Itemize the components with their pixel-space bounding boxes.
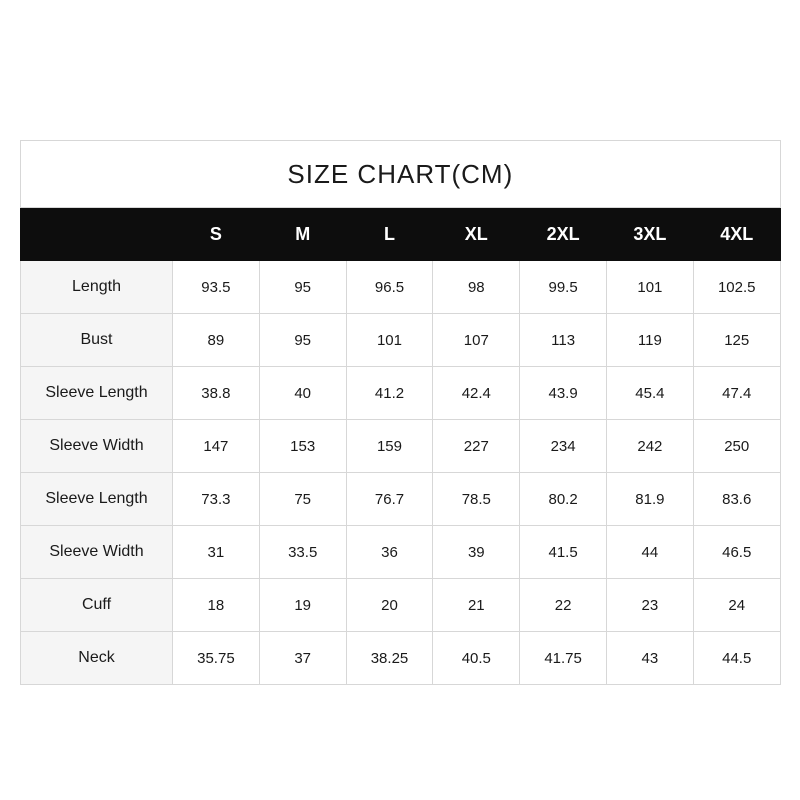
table-cell: 22: [520, 579, 607, 632]
row-label: Length: [21, 261, 173, 314]
header-size-3xl: 3XL: [606, 208, 693, 261]
size-header-row: [21, 208, 781, 261]
table-cell: 75: [259, 473, 346, 526]
title-row: [21, 141, 781, 208]
row-label: Neck: [21, 632, 173, 685]
table-cell: 81.9: [606, 473, 693, 526]
table-cell: 101: [606, 261, 693, 314]
table-cell: 153: [259, 420, 346, 473]
row-label: Sleeve Width: [21, 420, 173, 473]
table-cell: 80.2: [520, 473, 607, 526]
table-cell: 234: [520, 420, 607, 473]
table-row: [21, 526, 781, 579]
table-cell: 93.5: [173, 261, 260, 314]
table-cell: 98: [433, 261, 520, 314]
table-cell: 31: [173, 526, 260, 579]
header-size-m: M: [259, 208, 346, 261]
table-cell: 47.4: [693, 367, 780, 420]
row-label: Bust: [21, 314, 173, 367]
table-cell: 107: [433, 314, 520, 367]
table-cell: 35.75: [173, 632, 260, 685]
header-size-l: L: [346, 208, 433, 261]
table-cell: 39: [433, 526, 520, 579]
table-cell: 45.4: [606, 367, 693, 420]
table-row: [21, 473, 781, 526]
header-corner-cell: [21, 208, 173, 261]
table-cell: 99.5: [520, 261, 607, 314]
table-row: [21, 579, 781, 632]
size-chart-table: [20, 140, 781, 685]
table-cell: 250: [693, 420, 780, 473]
table-cell: 96.5: [346, 261, 433, 314]
table-cell: 41.2: [346, 367, 433, 420]
header-size-xl: XL: [433, 208, 520, 261]
table-cell: 147: [173, 420, 260, 473]
table-cell: 19: [259, 579, 346, 632]
table-cell: 40: [259, 367, 346, 420]
table-cell: 95: [259, 314, 346, 367]
table-cell: 227: [433, 420, 520, 473]
table-cell: 125: [693, 314, 780, 367]
table-cell: 102.5: [693, 261, 780, 314]
table-cell: 38.25: [346, 632, 433, 685]
table-cell: 242: [606, 420, 693, 473]
table-cell: 76.7: [346, 473, 433, 526]
table-cell: 46.5: [693, 526, 780, 579]
row-label: Cuff: [21, 579, 173, 632]
table-cell: 73.3: [173, 473, 260, 526]
table-row: [21, 261, 781, 314]
table-row: [21, 367, 781, 420]
row-label: Sleeve Length: [21, 473, 173, 526]
table-cell: 101: [346, 314, 433, 367]
row-label: Sleeve Width: [21, 526, 173, 579]
table-cell: 78.5: [433, 473, 520, 526]
table-cell: 23: [606, 579, 693, 632]
table-cell: 41.5: [520, 526, 607, 579]
header-size-2xl: 2XL: [520, 208, 607, 261]
table-cell: 159: [346, 420, 433, 473]
table-cell: 89: [173, 314, 260, 367]
size-chart-container: [20, 140, 780, 685]
header-size-4xl: 4XL: [693, 208, 780, 261]
table-cell: 20: [346, 579, 433, 632]
table-cell: 37: [259, 632, 346, 685]
table-row: [21, 632, 781, 685]
table-cell: 113: [520, 314, 607, 367]
table-cell: 41.75: [520, 632, 607, 685]
table-cell: 24: [693, 579, 780, 632]
row-label: Sleeve Length: [21, 367, 173, 420]
table-cell: 42.4: [433, 367, 520, 420]
table-cell: 83.6: [693, 473, 780, 526]
chart-title: SIZE CHART(CM): [21, 141, 781, 208]
table-cell: 119: [606, 314, 693, 367]
table-cell: 95: [259, 261, 346, 314]
table-cell: 33.5: [259, 526, 346, 579]
table-cell: 43.9: [520, 367, 607, 420]
table-cell: 44: [606, 526, 693, 579]
table-cell: 21: [433, 579, 520, 632]
table-cell: 36: [346, 526, 433, 579]
table-cell: 43: [606, 632, 693, 685]
header-size-s: S: [173, 208, 260, 261]
table-cell: 38.8: [173, 367, 260, 420]
table-row: [21, 420, 781, 473]
table-cell: 18: [173, 579, 260, 632]
table-cell: 40.5: [433, 632, 520, 685]
table-row: [21, 314, 781, 367]
table-cell: 44.5: [693, 632, 780, 685]
